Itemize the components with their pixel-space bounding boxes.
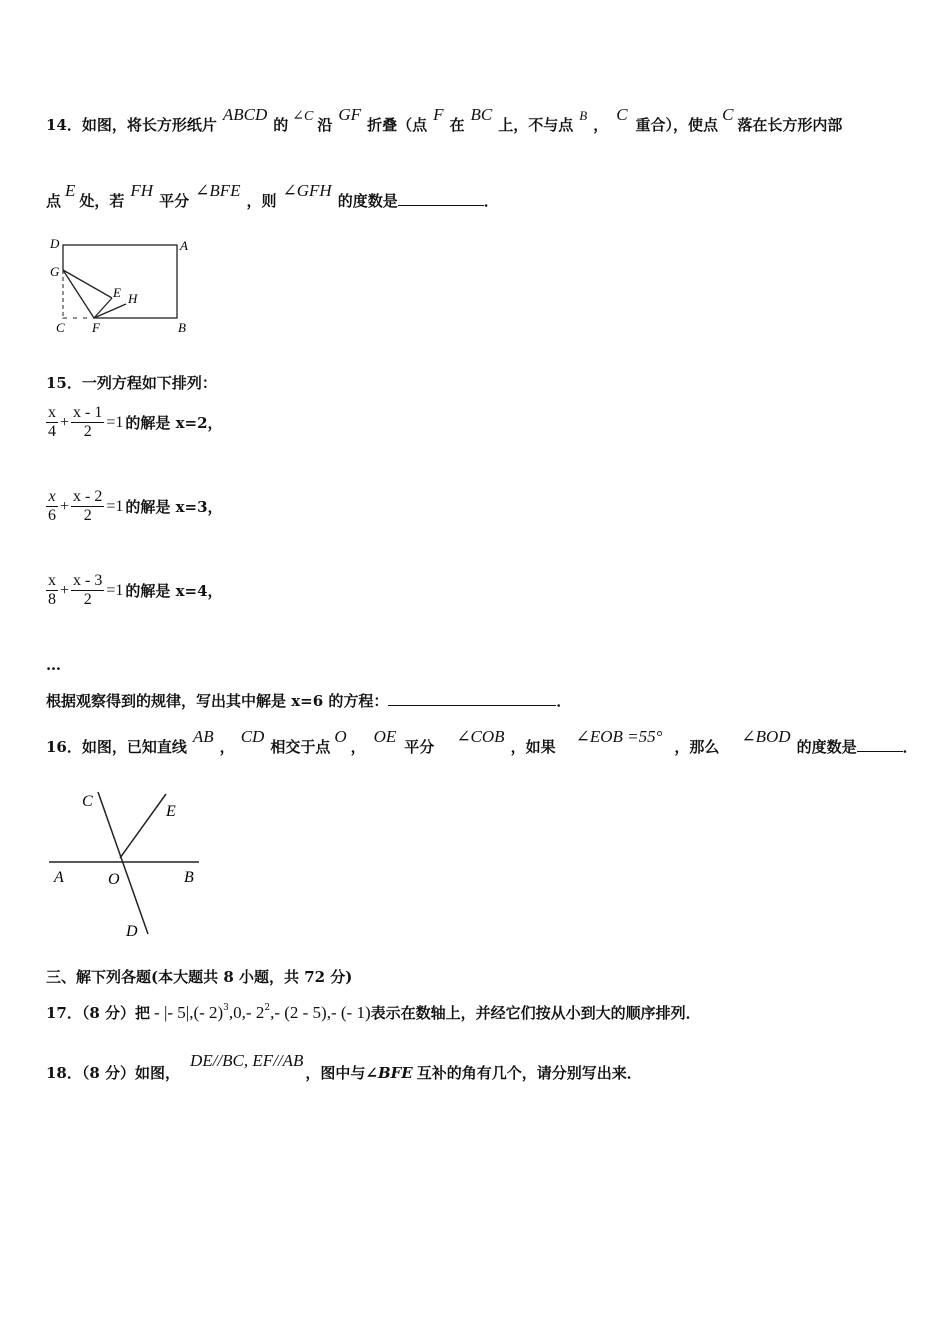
q14-label-C: C <box>56 320 65 335</box>
q14-line-1: 14．如图，将长方形纸片ABCD的 ∠C 沿GF折叠（点F在BC上，不与点B，C重合），使点C落在长方形内部 <box>46 105 843 134</box>
q14-label-E: E <box>113 285 121 300</box>
section3-heading: 三、解下列各题(本大题共 8 小题，共 72 分) <box>46 968 353 986</box>
q16-label-B: B <box>184 869 194 886</box>
q14-answer-blank <box>398 205 484 206</box>
q16-label-C: C <box>82 793 93 810</box>
q16-label-A: A <box>54 869 64 886</box>
q16-label-D: D <box>126 923 138 940</box>
q14-label-B: B <box>178 320 186 335</box>
q14-label-A: A <box>180 238 188 253</box>
q18-line: 18．（8 分）如图，DE//BC, EF//AB，图中与∠BFE 互补的角有几个，请分别写出来． <box>46 1051 642 1082</box>
q15-equation-1: $\frac{x}{4}$ + $\frac{x - 1}{2}$ =1 的解是 x=2， <box>48 404 223 440</box>
q15-equation-3: $\frac{x}{8}$ + $\frac{x - 3}{2}$ =1 的解是 x=4， <box>48 572 223 608</box>
q14-label-G: G <box>50 264 60 279</box>
q15-title: 15．一列方程如下排列： <box>46 374 217 392</box>
q15-ellipsis: … <box>46 656 61 674</box>
q14-label-D: D <box>50 236 60 251</box>
q17-line: 17．（8 分）把 - |- 5|,(- 2)$^3$,0,- $2^2,-$ (2 - 5),- (- 1)表示在数轴上，并经它们按从小到大的顺序排列． <box>46 1003 701 1022</box>
q14-figure <box>46 236 206 336</box>
q15-equation-2: $\frac{x}{6}$ + $\frac{x - 2}{2}$ =1 的解是 x=3， <box>48 488 223 524</box>
q14-line-2: 点E处，若FH平分∠BFE，则∠GFH的度数是 ． <box>46 181 499 210</box>
q15-answer-blank <box>388 705 556 706</box>
q16-figure <box>46 784 206 942</box>
q14-label-H: H <box>128 291 138 306</box>
q15-prompt: 根据观察得到的规律，写出其中解是 x=6 的方程： ． <box>46 692 572 710</box>
q16-line: 16．如图，已知直线AB，CD相交于点O，OE平分∠COB，如果∠EOB =55°，那么∠BOD的度数是 ． <box>46 727 918 756</box>
q16-answer-blank <box>857 751 903 752</box>
q16-label-O: O <box>108 871 120 888</box>
q14-number: 14． <box>46 116 82 134</box>
q14-label-F: F <box>92 320 100 335</box>
q16-label-E: E <box>166 803 176 820</box>
